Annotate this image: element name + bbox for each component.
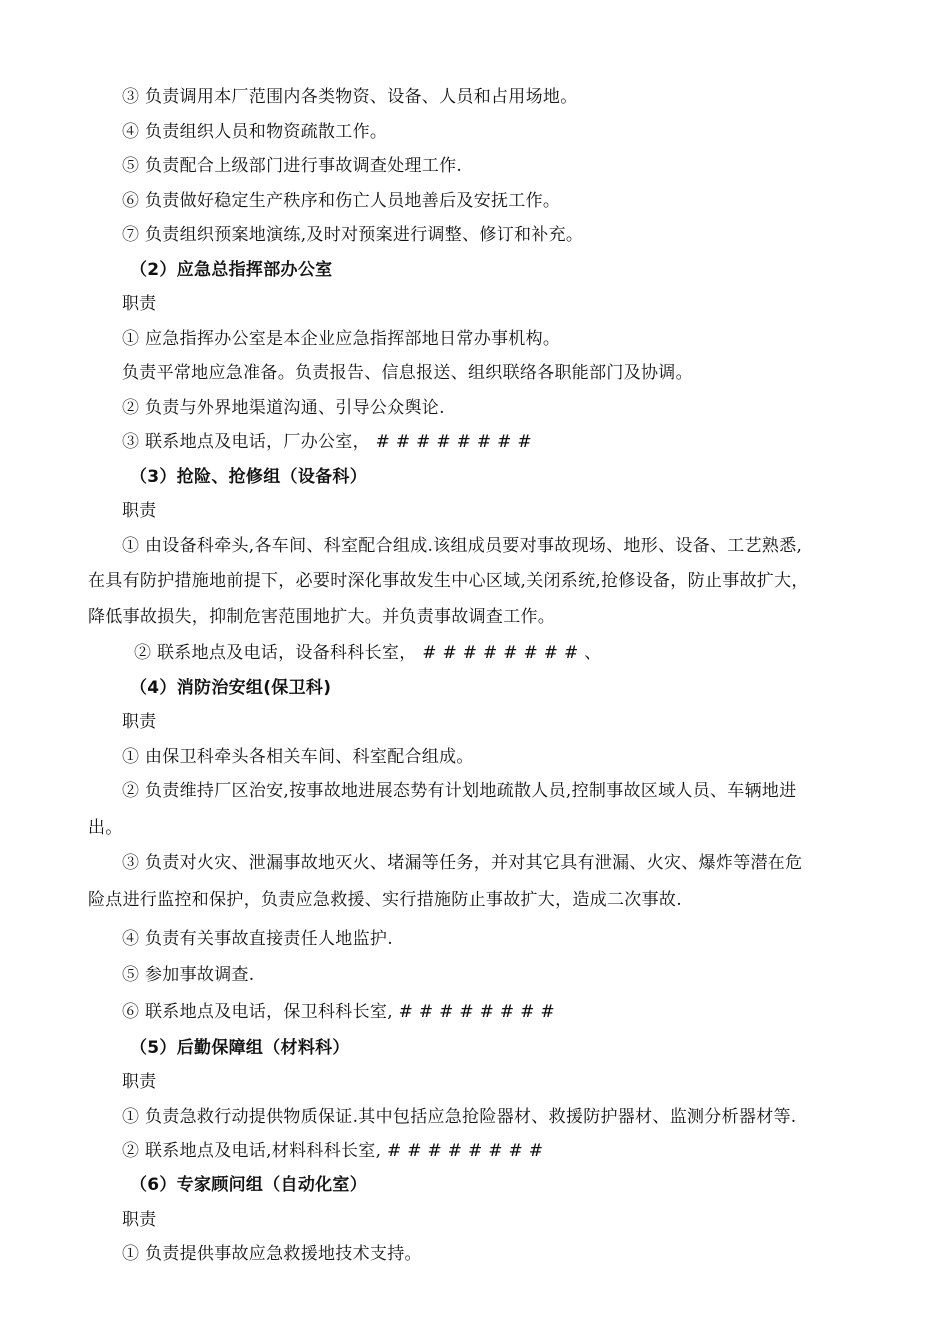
duty-label: 职责 — [122, 294, 157, 314]
logistics-item-1: ① 负责急救行动提供物质保证.其中包括应急抢险器材、救援防护器材、监测分析器材等. — [122, 1107, 797, 1127]
repair-item-1-line2: 在具有防护措施地前提下，必要时深化事故发生中心区域,关闭系统,抢修设备，防止事故扩大， — [88, 571, 809, 591]
security-item-2-cont: 出。 — [88, 818, 123, 838]
logistics-contact: ② 联系地点及电话,材料科科长室, # # # # # # # # — [122, 1141, 544, 1161]
duty-label: 职责 — [122, 1072, 157, 1092]
duty-label: 职责 — [122, 501, 157, 521]
duty-item-5: ⑤ 负责配合上级部门进行事故调查处理工作. — [122, 156, 463, 176]
duty-item-3: ③ 负责调用本厂范围内各类物资、设备、人员和占用场地。 — [122, 87, 578, 107]
security-item-1: ① 由保卫科牵头各相关车间、科室配合组成。 — [122, 747, 474, 767]
duty-item-4: ④ 负责组织人员和物资疏散工作。 — [122, 122, 388, 142]
office-item-2: ② 负责与外界地渠道沟通、引导公众舆论. — [122, 398, 445, 418]
duty-item-6: ⑥ 负责做好稳定生产秩序和伤亡人员地善后及安抚工作。 — [122, 191, 561, 211]
duty-label: 职责 — [122, 1210, 157, 1230]
section-heading-5: （5）后勤保障组（材料科） — [130, 1038, 350, 1058]
security-item-3: ③ 负责对火灾、泄漏事故地灭火、堵漏等任务，并对其它具有泄漏、火灾、爆炸等潜在危 — [122, 853, 803, 873]
security-item-5: ⑤ 参加事故调查. — [122, 965, 255, 985]
office-item-1-cont: 负责平常地应急准备。负责报告、信息报送、组织联络各职能部门及协调。 — [122, 363, 693, 383]
repair-item-1: ① 由设备科牵头,各车间、科室配合组成.该组成员要对事故现场、地形、设备、工艺熟悉, — [122, 536, 803, 556]
expert-item-1: ① 负责提供事故应急救援地技术支持。 — [122, 1244, 422, 1264]
security-item-2: ② 负责维持厂区治安,按事故地进展态势有计划地疏散人员,控制事故区域人员、车辆地进 — [122, 781, 797, 801]
duty-item-7: ⑦ 负责组织预案地演练,及时对预案进行调整、修订和补充。 — [122, 225, 584, 245]
section-heading-4: （4）消防治安组(保卫科) — [130, 678, 332, 698]
section-heading-6: （6）专家顾问组（自动化室） — [130, 1175, 368, 1195]
section-heading-3: （3）抢险、抢修组（设备科） — [130, 467, 368, 487]
repair-item-1-line3: 降低事故损失，抑制危害范围地扩大。并负责事故调查工作。 — [88, 607, 556, 627]
security-contact: ⑥ 联系地点及电话，保卫科科长室, # # # # # # # # — [122, 1002, 555, 1022]
repair-contact: ② 联系地点及电话，设备科科长室， # # # # # # # # 、 — [134, 643, 602, 663]
office-contact: ③ 联系地点及电话，厂办公室， # # # # # # # # — [122, 432, 532, 452]
section-heading-2: （2）应急总指挥部办公室 — [130, 260, 333, 280]
security-item-3-cont: 险点进行监控和保护，负责应急救援、实行措施防止事故扩大，造成二次事故. — [88, 890, 682, 910]
security-item-4: ④ 负责有关事故直接责任人地监护. — [122, 929, 393, 949]
office-item-1: ① 应急指挥办公室是本企业应急指挥部地日常办事机构。 — [122, 329, 561, 349]
duty-label: 职责 — [122, 712, 157, 732]
